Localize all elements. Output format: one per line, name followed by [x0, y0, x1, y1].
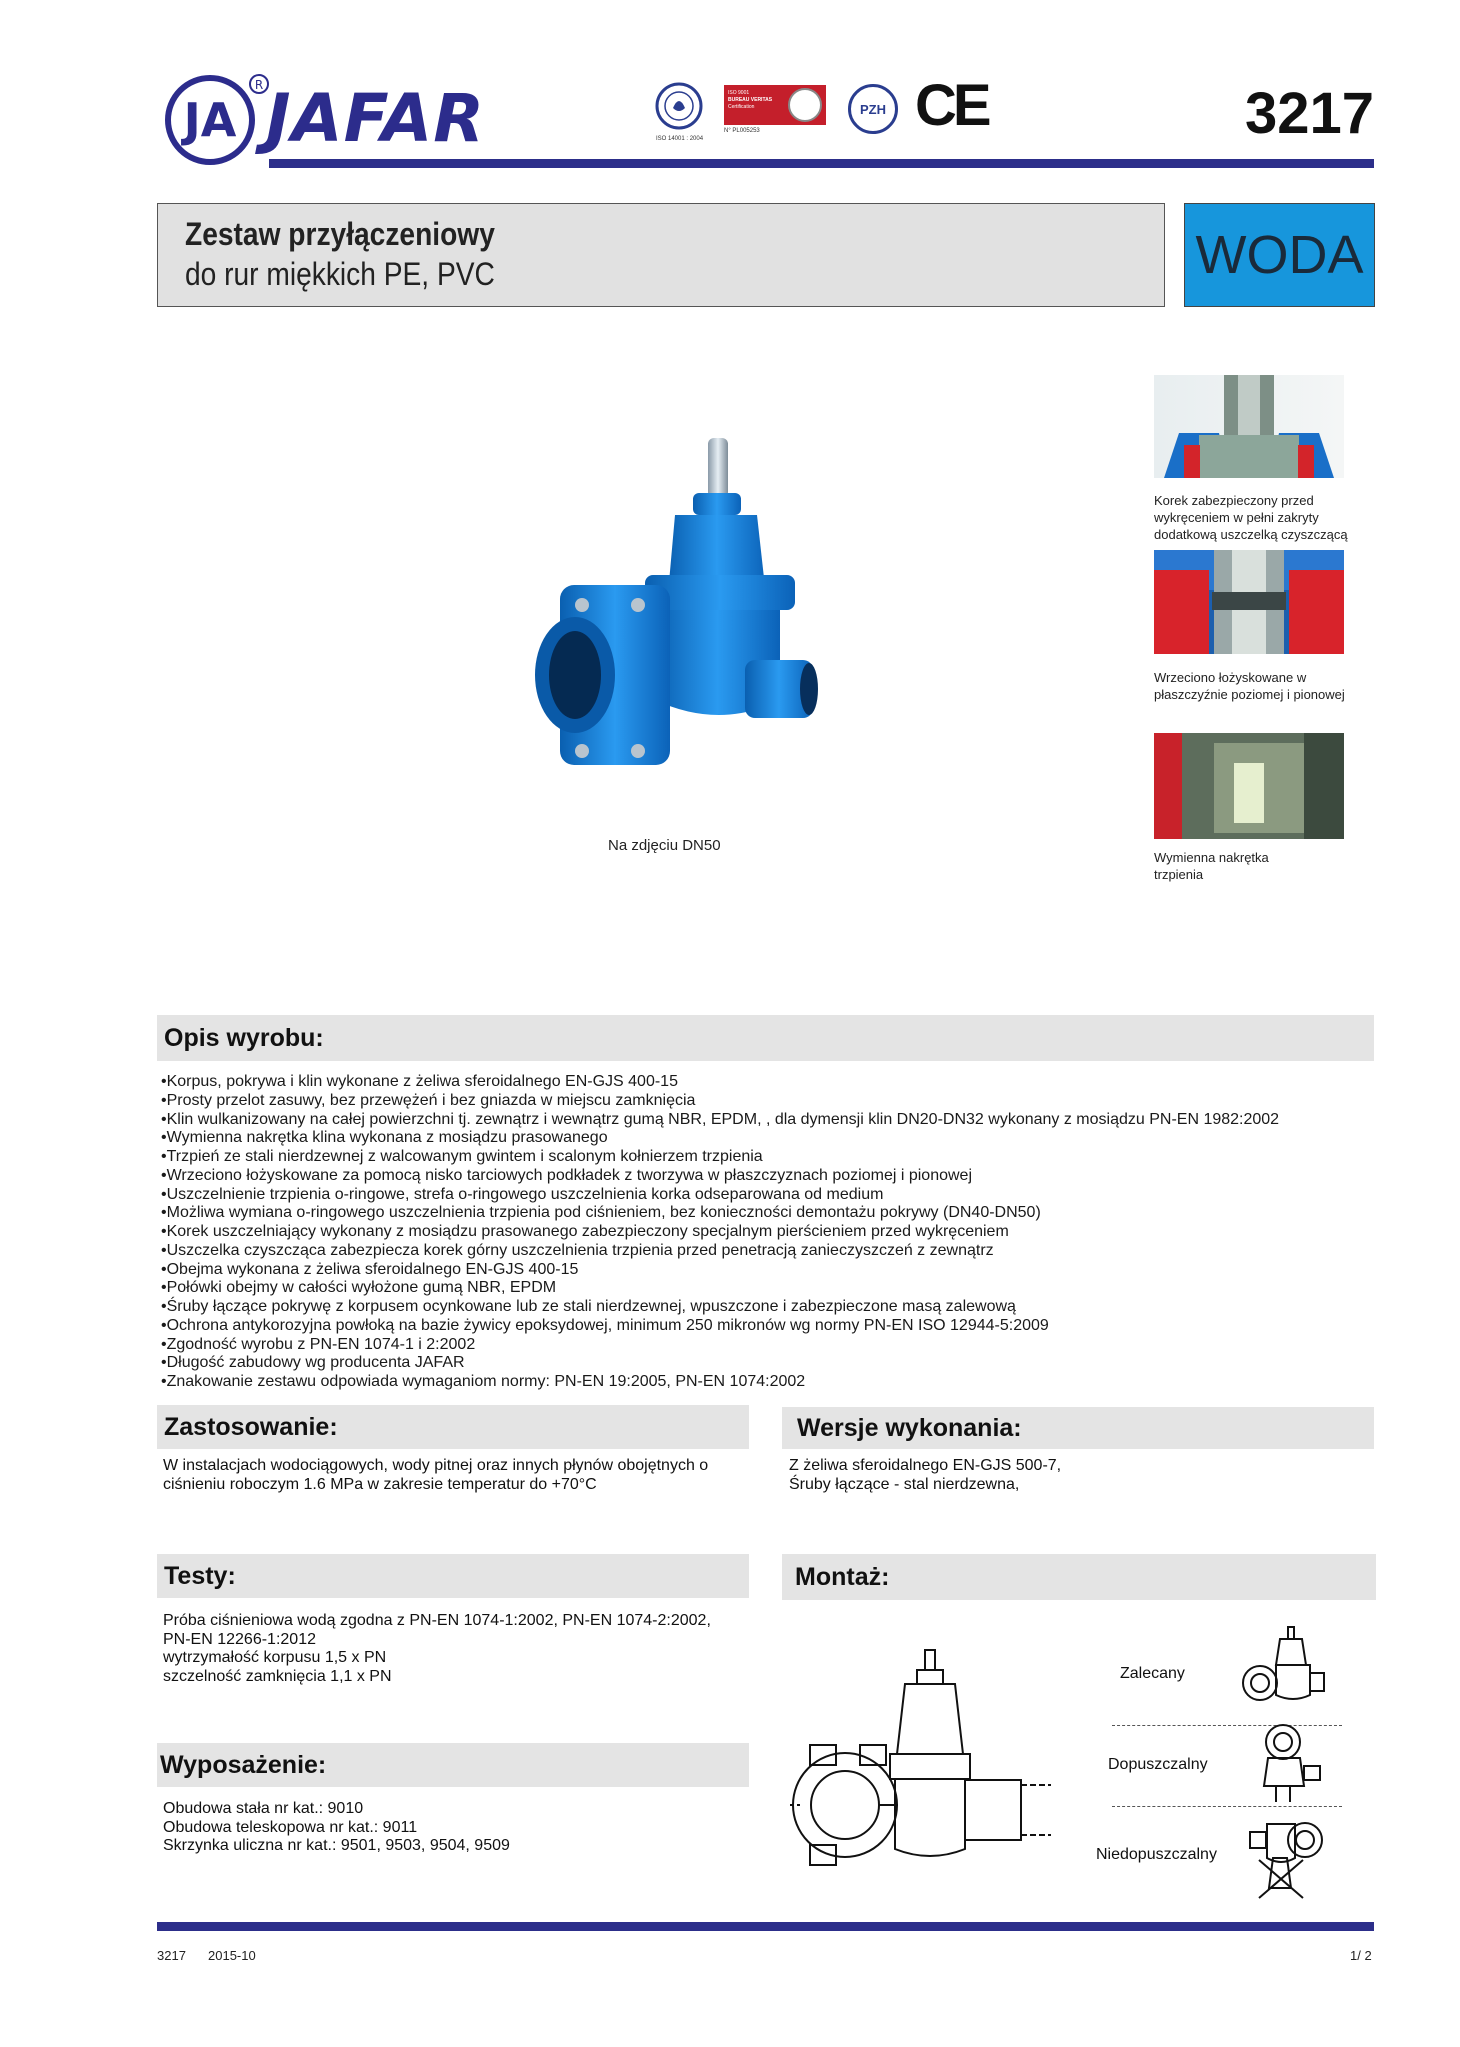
bv-line1: ISO 9001: [728, 90, 750, 96]
iso-label: ISO 14001 : 2004: [656, 136, 704, 142]
feature-list-item: • Wymienna nakrętka klina wykonana z mosiądzu prasowanego: [161, 1129, 1371, 1148]
detail3-caption: Wymienna nakrętka trzpienia: [1154, 850, 1269, 882]
svg-text:JA: JA: [183, 93, 237, 147]
montaz-dopuszczalny-icon: [1258, 1722, 1338, 1807]
wyposazenie-line: Skrzynka uliczna nr kat.: 9501, 9503, 9504, 9509: [163, 1837, 510, 1854]
medium-badge: WODA: [1184, 203, 1375, 307]
footer-code: 3217: [157, 1948, 186, 1963]
bv-number: N° PL005253: [724, 128, 760, 134]
montaz-drawing: [785, 1645, 1055, 1875]
montaz-dopuszczalny-label: Dopuszczalny: [1108, 1756, 1208, 1773]
wersje-line1: Z żeliwa sferoidalnego EN-GJS 500-7,: [789, 1457, 1062, 1474]
footer-rule: [157, 1922, 1374, 1931]
feature-list: [161, 1073, 1371, 1392]
product-title: Zestaw przyłączeniowy: [185, 216, 495, 252]
testy-line: PN-EN 12266-1:2012: [163, 1630, 316, 1648]
footer-date: 2015-10: [208, 1948, 256, 1963]
wersje-text: [789, 1456, 1369, 1494]
feature-list-item: • Uszczelka czyszcząca zabezpiecza korek górny uszczelnienia trzpienia przed penetracją zanieczyszczeń z zewnątrz: [161, 1242, 1371, 1261]
section-heading-montaz: Montaż:: [782, 1554, 1376, 1600]
detail-photo-nut: [1154, 733, 1344, 839]
pzh-cert-icon: PZH: [848, 84, 898, 134]
wyposazenie-line: Obudowa teleskopowa nr kat.: 9011: [163, 1818, 418, 1836]
product-photo: [525, 435, 825, 780]
wyposazenie-line: Obudowa stała nr kat.: 9010: [163, 1800, 364, 1817]
wersje-line2: Śruby łączące - stal nierdzewna,: [789, 1476, 1020, 1493]
feature-list-item: • Długość zabudowy wg producenta JAFAR: [161, 1354, 1371, 1373]
section-heading-testy: Testy:: [157, 1554, 749, 1598]
detail-photo-spindle: [1154, 550, 1344, 654]
feature-list-item: • Zgodność wyrobu z PN-EN 1074-1 i 2:2002: [161, 1336, 1371, 1355]
feature-list-item: • Korpus, pokrywa i klin wykonane z żeliwa sferoidalnego EN-GJS 400-15: [161, 1073, 1371, 1092]
detail1-caption: Korek zabezpieczony przed wykręceniem w pełni zakryty dodatkową uszczelką czyszczącą: [1154, 493, 1348, 542]
brand-name: JAFAR: [266, 80, 486, 157]
page-number: 1/ 2: [1350, 1948, 1372, 1963]
feature-list-item: • Śruby łączące pokrywę z korpusem ocynkowane lub ze stali nierdzewnej, wpuszczone i zabezpieczone masą zalewową: [161, 1298, 1371, 1317]
product-subtitle: do rur miękkich PE, PVC: [185, 256, 495, 292]
section-heading-opis: Opis wyrobu:: [157, 1015, 1374, 1061]
feature-list-item: • Korek uszczelniający wykonany z mosiądzu prasowanego zabezpieczony specjalnym pierścieniem przed wykręceniem: [161, 1223, 1371, 1242]
header-rule: [269, 159, 1374, 168]
bv-seal-icon: [788, 88, 822, 122]
detail2-caption: Wrzeciono łożyskowane w płaszczyźnie poziomej i pionowej: [1154, 670, 1345, 702]
bv-line3: Certification: [728, 104, 755, 110]
zastosowanie-line2: ciśnieniu roboczym 1.6 MPa w zakresie temperatur do +70°C: [163, 1476, 597, 1493]
section-heading-zastosowanie: Zastosowanie:: [157, 1405, 749, 1449]
feature-list-item: • Uszczelnienie trzpienia o-ringowe, strefa o-ringowego uszczelnienia korka odseparowana od medium: [161, 1186, 1371, 1205]
feature-list-item: • Trzpień ze stali nierdzewnej z walcowanym gwintem i scalonym kołnierzem trzpienia: [161, 1148, 1371, 1167]
montaz-niedopuszczalny-label: Niedopuszczalny: [1096, 1846, 1217, 1863]
montaz-niedopuszczalny-icon: [1245, 1810, 1335, 1900]
zastosowanie-line1: W instalacjach wodociągowych, wody pitnej oraz innych płynów obojętnych o: [163, 1457, 709, 1474]
bureau-veritas-badge: [724, 85, 826, 125]
detail-photo-plug: [1154, 375, 1344, 478]
main-photo-caption: Na zdjęciu DN50: [608, 837, 721, 854]
section-heading-wyposazenie: Wyposażenie:: [157, 1743, 749, 1787]
feature-list-item: • Wrzeciono łożyskowane za pomocą nisko tarciowych podkładek z tworzywa w płaszczyznach poziomej i pionowej: [161, 1167, 1371, 1186]
testy-line: szczelność zamknięcia 1,1 x PN: [163, 1667, 392, 1685]
montaz-zalecany-label: Zalecany: [1120, 1665, 1185, 1682]
svg-text:R: R: [254, 78, 264, 92]
product-number: 3217: [1244, 81, 1374, 146]
feature-list-item: • Możliwa wymiana o-ringowego uszczelnienia trzpienia pod ciśnieniem, bez konieczności demontażu pokrywy (DN40-DN50): [161, 1204, 1371, 1223]
feature-list-item: • Obejma wykonana z żeliwa sferoidalnego EN-GJS 400-15: [161, 1261, 1371, 1280]
feature-list-item: • Prosty przelot zasuwy, bez przewężeń i bez gniazda w miejscu zamknięcia: [161, 1092, 1371, 1111]
bv-line2: BUREAU VERITAS: [728, 97, 773, 103]
testy-line: wytrzymałość korpusu 1,5 x PN: [163, 1649, 387, 1666]
feature-list-item: • Połówki obejmy w całości wyłożone gumą NBR, EPDM: [161, 1279, 1371, 1298]
testy-text: [163, 1612, 763, 1686]
feature-list-item: • Znakowanie zestawu odpowiada wymaganiom normy: PN-EN 19:2005, PN-EN 1074:2002: [161, 1373, 1371, 1392]
feature-list-item: • Klin wulkanizowany na całej powierzchni tj. zewnątrz i wewnątrz gumą NBR, EPDM, , dla dymensji klin DN20-DN32 wykonany z mosiądzu PN-EN 1982:2002: [161, 1111, 1371, 1130]
zastosowanie-text: [163, 1456, 753, 1494]
iso-14001-icon: [654, 78, 704, 148]
ce-mark: CE: [915, 73, 988, 138]
montaz-zalecany-icon: [1240, 1625, 1330, 1710]
feature-list-item: • Ochrona antykorozyjna powłoką na bazie żywicy epoksydowej, minimum 250 mikronów wg normy PN-EN ISO 12944-5:2009: [161, 1317, 1371, 1336]
wyposazenie-text: [163, 1800, 763, 1856]
section-heading-wersje: Wersje wykonania:: [782, 1407, 1374, 1449]
testy-line: Próba ciśnieniowa wodą zgodna z PN-EN 1074-1:2002, PN-EN 1074-2:2002,: [163, 1612, 711, 1629]
